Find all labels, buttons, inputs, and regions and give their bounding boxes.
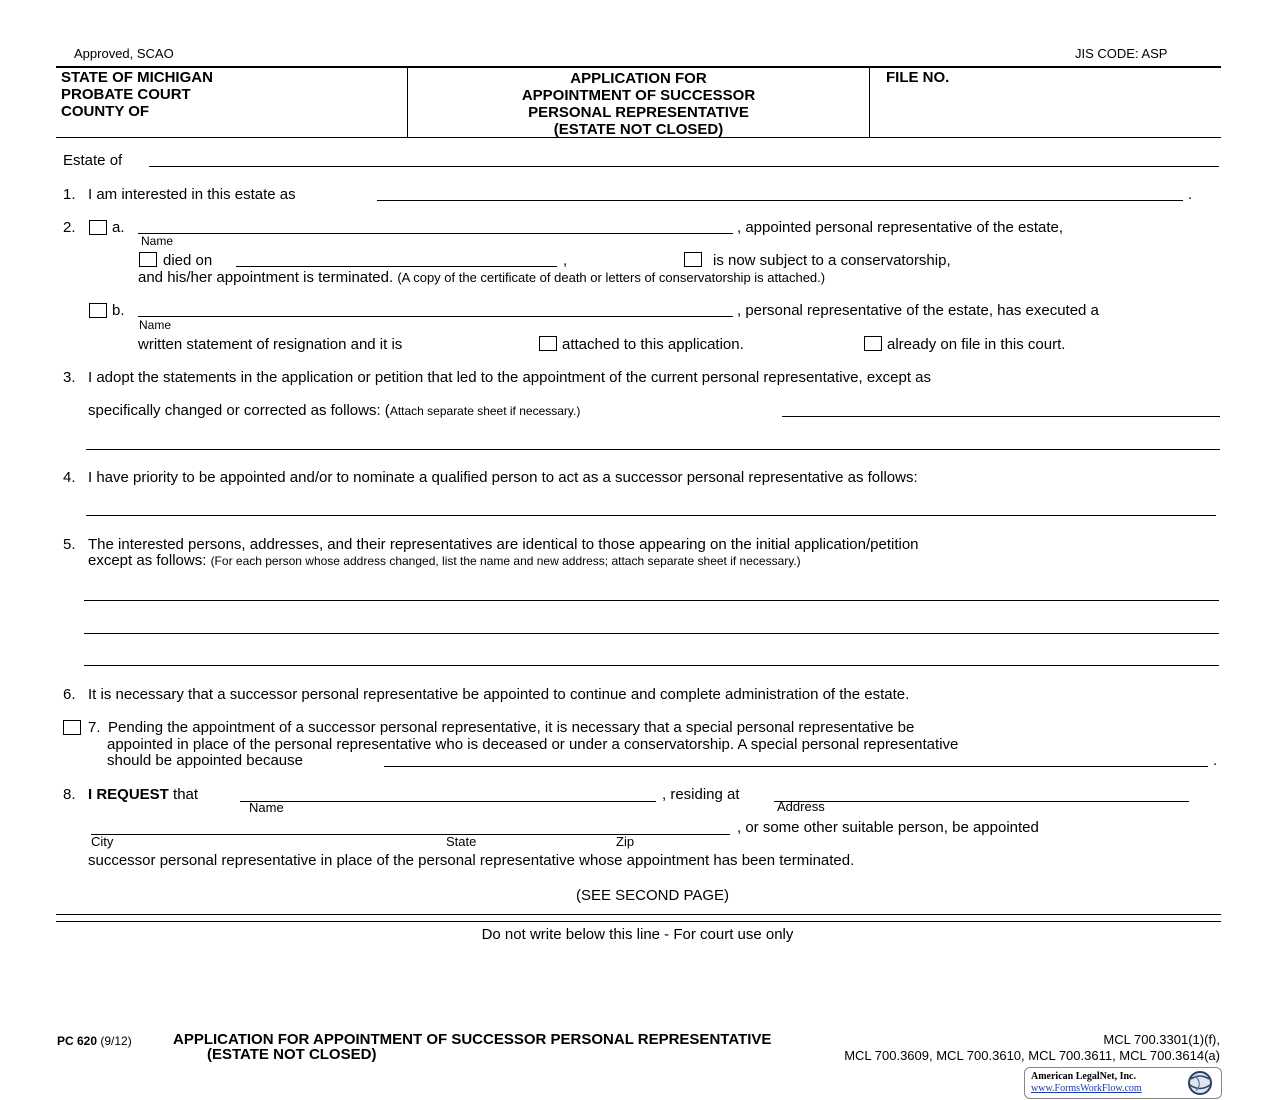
item2a-checkbox[interactable] bbox=[89, 220, 107, 235]
title-line-3: PERSONAL REPRESENTATIVE bbox=[528, 104, 749, 121]
estate-name-input[interactable] bbox=[149, 150, 1219, 167]
title-line-4: (ESTATE NOT CLOSED) bbox=[553, 121, 724, 138]
item5-input-3[interactable] bbox=[84, 649, 1219, 666]
item3-input-1[interactable] bbox=[782, 400, 1220, 417]
form-title bbox=[410, 70, 867, 138]
court-name: PROBATE COURT bbox=[61, 86, 191, 103]
item1-period: . bbox=[1188, 186, 1193, 203]
item1-number: 1. bbox=[63, 186, 76, 203]
item4-text: I have priority to be appointed and/or to nominate a qualified person to act as a successor personal representative as follows: bbox=[88, 469, 918, 486]
item2-number: 2. bbox=[63, 219, 76, 236]
item2b-suffix: , personal representative of the estate, has executed a bbox=[737, 302, 1099, 319]
on-file-label: already on file in this court. bbox=[887, 336, 1066, 353]
title-line-1: APPLICATION FOR bbox=[570, 70, 707, 87]
item8-address-input[interactable] bbox=[774, 785, 1189, 802]
died-comma: , bbox=[563, 252, 568, 269]
item8-line3: successor personal representative in place of the personal representative whose appointment has been terminated. bbox=[88, 852, 855, 869]
court-use-label: Do not write below this line - For court use only bbox=[481, 926, 794, 943]
item2a-label: a. bbox=[112, 219, 125, 236]
item8-request-bold: I REQUEST bbox=[88, 786, 169, 803]
conservatorship-checkbox[interactable] bbox=[684, 252, 702, 267]
item8-residing: , residing at bbox=[662, 786, 740, 803]
interest-input[interactable] bbox=[377, 184, 1183, 201]
court-block bbox=[61, 69, 213, 120]
death-date-input[interactable] bbox=[236, 250, 557, 267]
item3-number: 3. bbox=[63, 369, 76, 386]
item7-number: 7. bbox=[88, 719, 101, 736]
on-file-checkbox[interactable] bbox=[864, 336, 882, 351]
logo-url[interactable]: www.FormsWorkFlow.com bbox=[1031, 1083, 1142, 1094]
item1-text: I am interested in this estate as bbox=[88, 186, 296, 203]
jis-code: JIS CODE: ASP bbox=[1075, 46, 1168, 61]
item5-line2 bbox=[88, 552, 801, 569]
terminated-main: and his/her appointment is terminated. bbox=[138, 269, 394, 286]
footer-mcl-1: MCL 700.3301(1)(f), bbox=[1103, 1032, 1220, 1047]
item6-text: It is necessary that a successor personal representative be appointed to continue and complete administration of the estate. bbox=[88, 686, 910, 703]
footer-title-2: (ESTATE NOT CLOSED) bbox=[207, 1046, 377, 1063]
header-divider-1 bbox=[407, 67, 408, 137]
item8-number: 8. bbox=[63, 786, 76, 803]
item5-line2-text: except as follows: bbox=[88, 552, 207, 569]
footer-mcl-2: MCL 700.3609, MCL 700.3610, MCL 700.3611, MCL 700.3614(a) bbox=[844, 1048, 1220, 1063]
footer-form-no bbox=[57, 1034, 132, 1048]
item2b-checkbox[interactable] bbox=[89, 303, 107, 318]
item8-city-state-zip-input[interactable] bbox=[91, 818, 730, 835]
terminated-note: (A copy of the certificate of death or letters of conservatorship is attached.) bbox=[397, 270, 826, 285]
item2b-name-caption: Name bbox=[139, 318, 172, 332]
item2a-suffix: , appointed personal representative of the estate, bbox=[737, 219, 1064, 236]
item2a-name-input[interactable] bbox=[138, 217, 733, 234]
approved-label: Approved, SCAO bbox=[74, 46, 174, 61]
court-use-rule-2 bbox=[56, 921, 1221, 922]
attached-label: attached to this application. bbox=[562, 336, 744, 353]
item2b-label: b. bbox=[112, 302, 125, 319]
item8-that: that bbox=[173, 786, 199, 803]
americanlegalnet-logo[interactable] bbox=[1024, 1067, 1222, 1099]
estate-of-label: Estate of bbox=[63, 152, 123, 169]
header-divider-2 bbox=[869, 67, 870, 137]
file-no-input[interactable] bbox=[890, 100, 1210, 116]
court-county: COUNTY OF bbox=[61, 103, 150, 120]
footer-title-1: APPLICATION FOR APPOINTMENT OF SUCCESSOR PERSONAL REPRESENTATIVE bbox=[173, 1031, 772, 1048]
court-state: STATE OF MICHIGAN bbox=[61, 69, 213, 86]
item3-line2-text: specifically changed or corrected as follows: ( bbox=[88, 402, 390, 419]
item5-number: 5. bbox=[63, 536, 76, 553]
item6-number: 6. bbox=[63, 686, 76, 703]
item5-input-2[interactable] bbox=[84, 617, 1219, 634]
conservatorship-label: is now subject to a conservatorship, bbox=[713, 252, 951, 269]
file-no-label: FILE NO. bbox=[886, 69, 950, 86]
item4-input[interactable] bbox=[86, 499, 1216, 516]
item7-line1: Pending the appointment of a successor personal representative, it is necessary that a special personal representative be bbox=[108, 719, 915, 736]
item8-name-input[interactable] bbox=[240, 785, 656, 802]
item8-other: , or some other suitable person, be appointed bbox=[737, 819, 1039, 836]
title-line-2: APPOINTMENT OF SUCCESSOR bbox=[521, 87, 756, 104]
item2b-name-input[interactable] bbox=[138, 300, 733, 317]
item7-line2: appointed in place of the personal representative who is deceased or under a conservatorship. A special personal representative bbox=[107, 736, 959, 753]
item3-line1: I adopt the statements in the application or petition that led to the appointment of the current personal representative, except as bbox=[88, 369, 932, 386]
item8-request bbox=[88, 786, 198, 803]
globe-icon bbox=[1183, 1070, 1217, 1096]
item8-state-caption: State bbox=[446, 834, 477, 849]
see-second-page: (SEE SECOND PAGE) bbox=[575, 887, 730, 904]
item3-input-2[interactable] bbox=[86, 433, 1220, 450]
item8-zip-caption: Zip bbox=[616, 834, 635, 849]
item7-period: . bbox=[1213, 752, 1218, 769]
item8-city-caption: City bbox=[91, 834, 114, 849]
item3-note: Attach separate sheet if necessary.) bbox=[389, 404, 581, 418]
item8-name-caption: Name bbox=[249, 800, 284, 815]
form-revision: (9/12) bbox=[100, 1034, 132, 1048]
item5-note: (For each person whose address changed, list the name and new address; attach separate sheet if necessary.) bbox=[210, 554, 801, 568]
died-checkbox[interactable] bbox=[139, 252, 157, 267]
item5-line1: The interested persons, addresses, and their representatives are identical to those appearing on the initial application/petition bbox=[88, 536, 919, 553]
attached-checkbox[interactable] bbox=[539, 336, 557, 351]
item8-address-caption: Address bbox=[777, 799, 825, 814]
item5-input-1[interactable] bbox=[84, 584, 1219, 601]
item7-reason-input[interactable] bbox=[384, 750, 1208, 767]
form-number: PC 620 bbox=[57, 1034, 98, 1048]
logo-company: American LegalNet, Inc. bbox=[1031, 1071, 1136, 1082]
header-top-rule bbox=[56, 66, 1221, 68]
died-on-label: died on bbox=[163, 252, 213, 269]
item4-number: 4. bbox=[63, 469, 76, 486]
item2a-name-caption: Name bbox=[141, 234, 174, 248]
item3-line2 bbox=[88, 402, 580, 419]
court-use-rule-1 bbox=[56, 914, 1221, 915]
item7-line3: should be appointed because bbox=[107, 752, 303, 769]
item7-checkbox[interactable] bbox=[63, 720, 81, 735]
terminated-text bbox=[138, 269, 825, 286]
resignation-text: written statement of resignation and it is bbox=[138, 336, 403, 353]
